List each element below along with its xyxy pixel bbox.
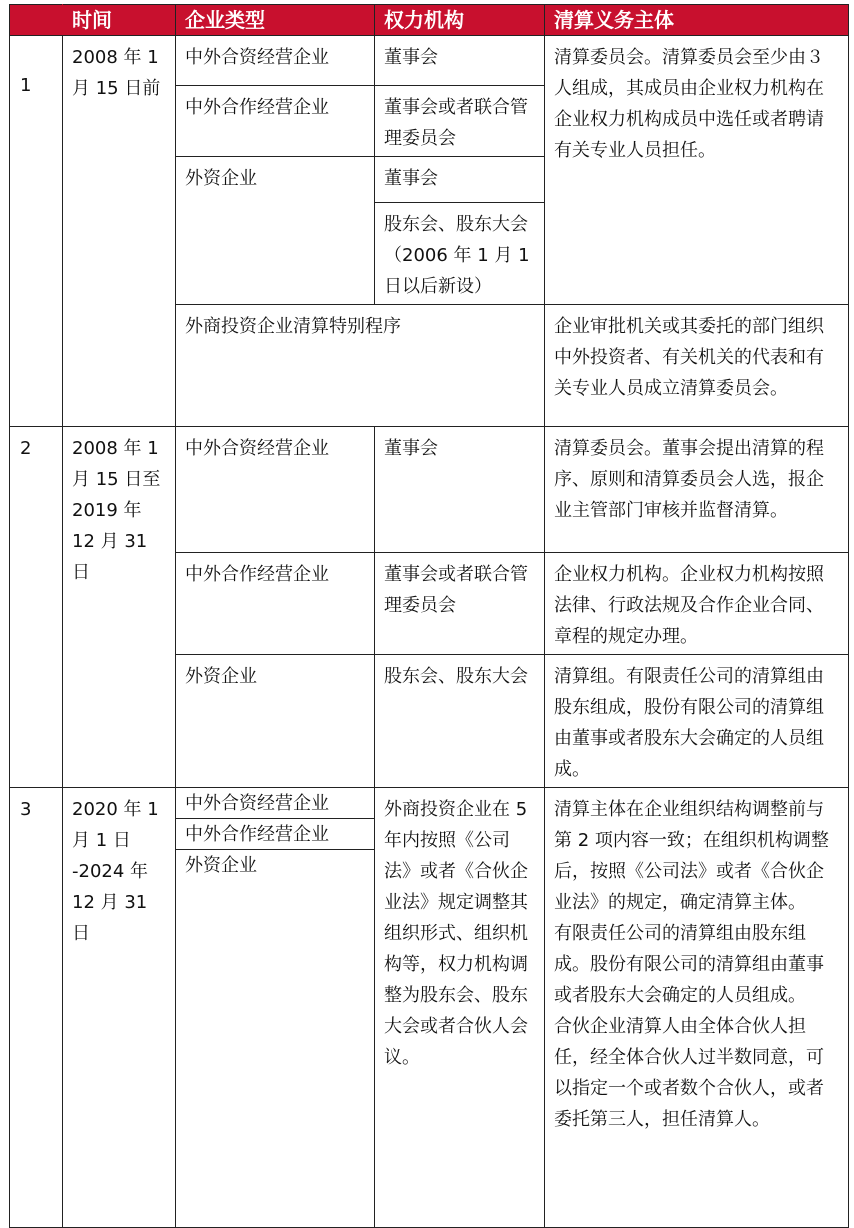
header-type: 企业类型: [176, 5, 375, 36]
enterprise-type: 中外合资经营企业: [176, 36, 375, 86]
liquidation-subject: 清算委员会。清算委员会至少由３人组成，其成员由企业权力机构在企业权力机构成员中选任或者聘请有关专业人员担任。: [545, 36, 849, 305]
header-row: [10, 5, 849, 36]
table-row: [10, 427, 849, 553]
authority: 董事会或者联合管理委员会: [375, 553, 545, 655]
row-time: 2020 年 1 月 1 日 -2024 年 12 月 31 日: [63, 788, 176, 1228]
authority: 董事会: [375, 157, 545, 203]
enterprise-type: 外资企业: [176, 157, 375, 305]
authority: 外商投资企业在 5 年内按照《公司法》或者《合伙企业法》规定调整其组织形式、组织机构等，权力机构调整为股东会、股东大会或者合伙人会议。: [375, 788, 545, 1228]
authority: 董事会: [375, 427, 545, 553]
special-procedure-type: 外商投资企业清算特别程序: [176, 305, 545, 427]
enterprise-type-group: [176, 788, 375, 1228]
row-number: 3: [10, 788, 63, 1228]
liquidation-subject-group: [545, 788, 849, 1228]
header-time: 时间: [63, 5, 176, 36]
enterprise-type: 外资企业: [176, 655, 375, 788]
liquidation-subject: 清算组。有限责任公司的清算组由股东组成，股份有限公司的清算组由董事或者股东大会确定的人员组成。: [545, 655, 849, 788]
header-subject: 清算义务主体: [545, 5, 849, 36]
liquidation-subject: 企业权力机构。企业权力机构按照法律、行政法规及合作企业合同、章程的规定办理。: [545, 553, 849, 655]
enterprise-type: 中外合作经营企业: [176, 553, 375, 655]
row-time: 2008 年 1 月 15 日至 2019 年 12 月 31 日: [63, 427, 176, 788]
row-number: 2: [10, 427, 63, 788]
authority: 股东会、股东大会（2006 年 1 月 1 日以后新设）: [375, 203, 545, 305]
enterprise-type: 外资企业: [185, 855, 257, 876]
liquidation-table: [9, 4, 849, 1228]
enterprise-type: 中外合作经营企业: [176, 819, 374, 850]
enterprise-type: 中外合作经营企业: [176, 86, 375, 157]
table-row: [10, 788, 849, 1228]
special-procedure-subject: 企业审批机关或其委托的部门组织中外投资者、有关机关的代表和有关专业人员成立清算委员会。: [545, 305, 849, 427]
row-number: 1: [10, 36, 63, 427]
header-no: [10, 5, 63, 36]
authority: 董事会: [375, 36, 545, 86]
row-time: 2008 年 1 月 15 日前: [63, 36, 176, 427]
enterprise-type: 中外合资经营企业: [176, 788, 374, 819]
table-row: [10, 36, 849, 86]
liquidation-subject-paragraph: 合伙企业清算人由全体合伙人担任，经全体合伙人过半数同意，可以指定一个或者数个合伙人，或者委托第三人，担任清算人。: [554, 1016, 824, 1130]
liquidation-subject-paragraph: 有限责任公司的清算组由股东组成。股份有限公司的清算组由董事或者股东大会确定的人员组成。: [554, 923, 824, 1006]
header-authority: 权力机构: [375, 5, 545, 36]
liquidation-subject: 清算委员会。董事会提出清算的程序、原则和清算委员会人选，报企业主管部门审核并监督清算。: [545, 427, 849, 553]
enterprise-type: 中外合资经营企业: [176, 427, 375, 553]
liquidation-subject-paragraph: 清算主体在企业组织结构调整前与第 2 项内容一致；在组织机构调整后，按照《公司法》或者《合伙企业法》的规定，确定清算主体。: [554, 799, 829, 913]
authority: 股东会、股东大会: [375, 655, 545, 788]
authority: 董事会或者联合管理委员会: [375, 86, 545, 157]
